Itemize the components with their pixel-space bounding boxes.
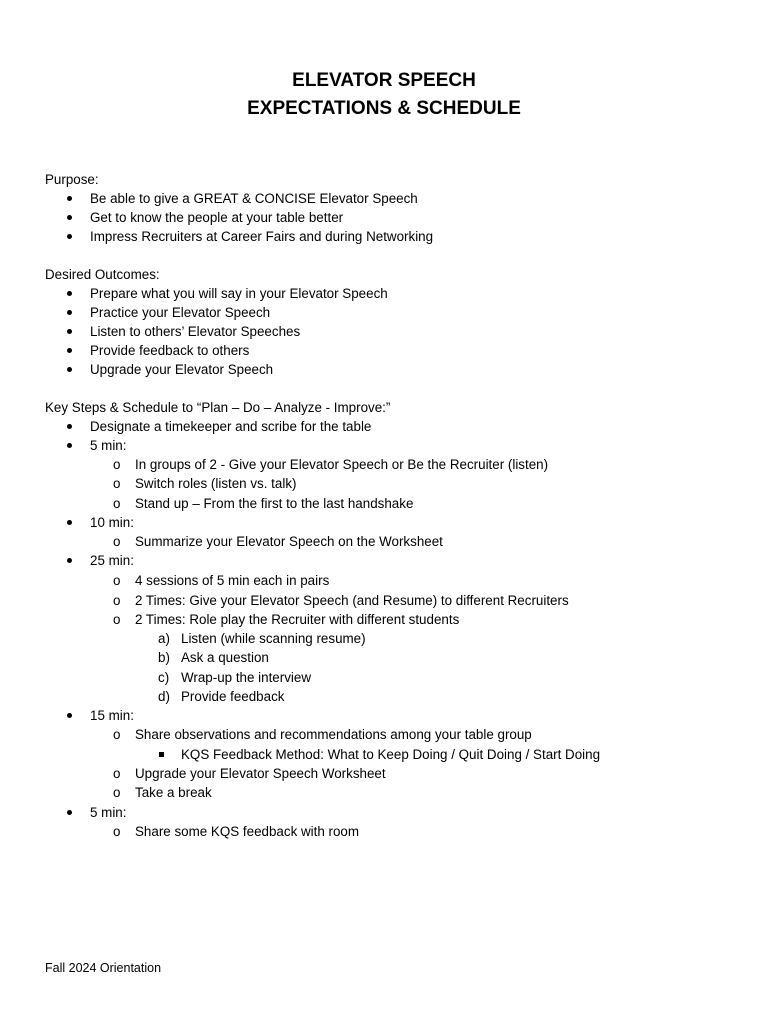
outcome-item: Prepare what you will say in your Elevator Speech: [90, 286, 388, 301]
bullet-square-icon: [159, 752, 164, 757]
steps-heading: Key Steps & Schedule to “Plan – Do – Analyze - Improve:”: [45, 400, 391, 415]
step-subitem: Upgrade your Elevator Speech Worksheet: [135, 766, 386, 781]
step-subitem: Stand up – From the first to the last handshake: [135, 496, 414, 511]
step-item: 5 min:: [90, 805, 127, 820]
bullet-disc-icon: [67, 713, 72, 718]
step-item: 10 min:: [90, 515, 134, 530]
letter-subitem: Provide feedback: [181, 689, 285, 704]
step-item: 25 min:: [90, 553, 134, 568]
bullet-disc-icon: [67, 291, 72, 296]
document-title-line-1: ELEVATOR SPEECH: [292, 70, 476, 91]
letter-marker: b): [158, 650, 170, 665]
sub-bullet-marker: o: [113, 496, 121, 511]
square-subitem: KQS Feedback Method: What to Keep Doing / Quit Doing / Start Doing: [181, 747, 601, 762]
document-title-line-2: EXPECTATIONS & SCHEDULE: [247, 98, 521, 119]
bullet-disc-icon: [67, 520, 72, 525]
sub-bullet-marker: o: [113, 457, 121, 472]
letter-marker: c): [158, 670, 170, 685]
letter-subitem: Wrap-up the interview: [181, 670, 311, 685]
bullet-disc-icon: [67, 196, 72, 201]
sub-bullet-marker: o: [113, 727, 121, 742]
sub-bullet-marker: o: [113, 534, 121, 549]
bullet-disc-icon: [67, 424, 72, 429]
step-subitem: Share some KQS feedback with room: [135, 824, 360, 839]
letter-marker: a): [158, 631, 170, 646]
bullet-disc-icon: [67, 234, 72, 239]
outcome-item: Listen to others’ Elevator Speeches: [90, 324, 301, 339]
step-item: 5 min:: [90, 438, 127, 453]
bullet-disc-icon: [67, 367, 72, 372]
bullet-disc-icon: [67, 329, 72, 334]
letter-marker: d): [158, 689, 170, 704]
sub-bullet-marker: o: [113, 573, 121, 588]
step-item: 15 min:: [90, 708, 134, 723]
step-subitem: In groups of 2 - Give your Elevator Speech or Be the Recruiter (listen): [135, 457, 549, 472]
sub-bullet-marker: o: [113, 785, 121, 800]
sub-bullet-marker: o: [113, 476, 121, 491]
purpose-item: Impress Recruiters at Career Fairs and during Networking: [90, 229, 434, 244]
sub-bullet-marker: o: [113, 612, 121, 627]
bullet-disc-icon: [67, 810, 72, 815]
bullet-disc-icon: [67, 443, 72, 448]
step-subitem: Take a break: [135, 785, 212, 800]
page-footer: Fall 2024 Orientation: [45, 961, 162, 975]
sub-bullet-marker: o: [113, 766, 121, 781]
step-subitem: Switch roles (listen vs. talk): [135, 476, 297, 491]
outcomes-heading: Desired Outcomes:: [45, 267, 160, 282]
outcome-item: Provide feedback to others: [90, 343, 250, 358]
step-subitem: Share observations and recommendations among your table group: [135, 727, 532, 742]
sub-bullet-marker: o: [113, 824, 121, 839]
step-subitem: 4 sessions of 5 min each in pairs: [135, 573, 330, 588]
bullet-disc-icon: [67, 215, 72, 220]
step-subitem: Summarize your Elevator Speech on the Worksheet: [135, 534, 443, 549]
outcome-item: Practice your Elevator Speech: [90, 305, 271, 320]
purpose-item: Get to know the people at your table better: [90, 210, 344, 225]
step-subitem: 2 Times: Role play the Recruiter with different students: [135, 612, 460, 627]
bullet-disc-icon: [67, 310, 72, 315]
outcome-item: Upgrade your Elevator Speech: [90, 362, 274, 377]
letter-subitem: Listen (while scanning resume): [181, 631, 366, 646]
bullet-disc-icon: [67, 558, 72, 563]
letter-subitem: Ask a question: [181, 650, 269, 665]
bullet-disc-icon: [67, 348, 72, 353]
purpose-item: Be able to give a GREAT & CONCISE Elevator Speech: [90, 191, 418, 206]
sub-bullet-marker: o: [113, 593, 121, 608]
step-item: Designate a timekeeper and scribe for the table: [90, 419, 372, 434]
step-subitem: 2 Times: Give your Elevator Speech (and Resume) to different Recruiters: [135, 593, 569, 608]
purpose-heading: Purpose:: [45, 172, 99, 187]
